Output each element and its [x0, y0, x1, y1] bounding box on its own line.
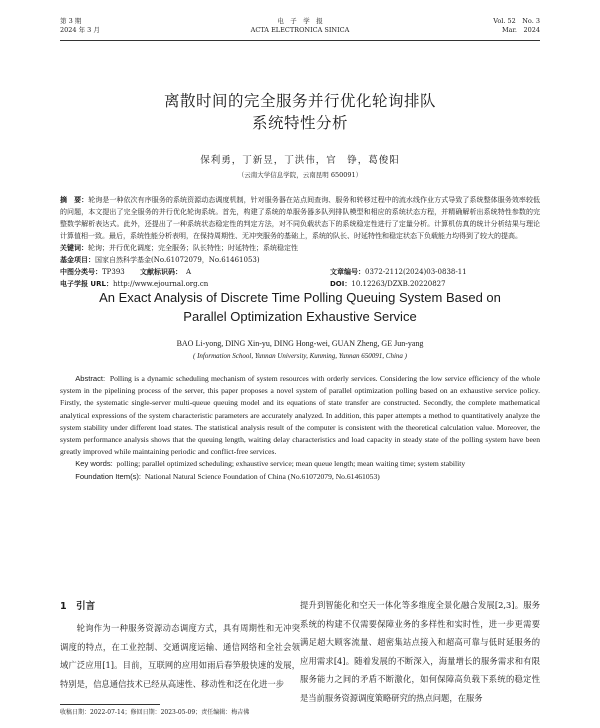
cn-authors: 保利勇，丁新昱，丁洪伟，官 铮，葛俊阳	[200, 155, 400, 166]
cn-url-label: 电子学报 URL：	[60, 280, 113, 288]
cn-keywords-label: 关键词：	[60, 244, 88, 252]
body-left-column: 轮询作为一种服务资源动态调度方式，具有周期性和无冲突调度的特点，在工业控制、交通调度运输、通信网络和全社会领域广泛应用[1]。目前，互联网的应用如雨后春笋般快速的发展，特别是，信息通信技术已经从高速性、移动性和泛在化进一步	[60, 623, 300, 689]
cn-article-no	[330, 266, 467, 278]
en-abstract-label: Abstract:	[75, 374, 106, 383]
en-keywords-label: Key words:	[75, 459, 113, 469]
date-en: Mar. 2024	[501, 26, 540, 34]
cn-abstract	[60, 194, 540, 242]
cn-title-line1: 离散时间的完全服务并行优化轮询排队	[163, 92, 436, 110]
cn-article-no-label: 文章编号：	[330, 268, 365, 276]
footnote-rule	[60, 704, 160, 705]
cn-doccode-label: 文献标识码：	[140, 268, 182, 276]
footnote: 收稿日期：2022-07-14；修回日期：2023-05-09；责任编辑：梅吉佛	[60, 709, 250, 716]
en-keywords-text: polling; parallel optimized scheduling; exhaustive service; mean queue length; mean waiting time; system stability	[116, 459, 466, 469]
en-title-line1: An Exact Analysis of Discrete Time Polling Queuing System Based on	[99, 290, 501, 305]
journal-cn: 电 子 学 报	[277, 17, 323, 25]
cn-title-line2: 系统特性分析	[251, 114, 348, 132]
cn-doi-label: DOI：	[330, 280, 352, 288]
volume: Vol. 52 No. 3	[493, 17, 540, 25]
cn-doi-value: 10.12263/DZXB.20220827	[351, 280, 446, 288]
en-foundation	[60, 471, 540, 483]
date-cn: 2024 年 3 月	[60, 26, 100, 34]
en-abstract-block	[60, 373, 540, 483]
en-abstract-text: Polling is a dynamic scheduling mechanism of system resources with orderly services. Considering the low service efficiency of the whole system in the pipelining process of the server, this paper proposes a novel system of parallel optimization polling based on an exhaustive service policy. Firstly, the systematic single-server multi-queue queuing model and its equations of state transfer are constructed. Secondly, the complete mathematical analytical expressions of the system characteristic parameters are accurately analyzed. In addition, this paper attempts a method to quantitatively analyze the system stability under different load states. The statistical analysis result of the computer is consistent with the theoretical calculation value. Moreover, the system performance analysis shows that the queuing length, waiting delay characteristics and load capacity in steady state of the polling system have been greatly improved while maintaining periodic and conflict-free services.	[60, 374, 540, 457]
en-title	[60, 288, 540, 326]
cn-clc-label: 中图分类号：	[60, 268, 102, 276]
section-heading-introduction: 1 引言	[60, 601, 96, 612]
cn-fund-text: 国家自然科学基金(No.61072079，No.61461053)	[95, 256, 260, 264]
en-foundation-text: National Natural Science Foundation of China (No.61072079, No.61461053)	[144, 471, 380, 481]
issue-cn: 第 3 期	[60, 17, 82, 25]
cn-affiliation: （云南大学信息学院，云南昆明 650091）	[237, 171, 363, 179]
cn-clc-value: TP393	[102, 268, 125, 276]
body-right-column: 提升到智能化和空天一体化等多维度全景化融合发展[2,3]。服务系统的构建不仅需要保障业务的多样性和实时性，进一步更需要满足超大顾客流量、超密集站点接入和超高可靠与低时延服务的应用需求[4]。随着发展的不断深入，海量增长的服务需求和有限服务能力之间的矛盾不断激化，如何保障高负载下系统的稳定性是当前服务资源调度策略研究的热点问题，在服务	[300, 600, 540, 703]
en-keywords	[60, 458, 540, 470]
cn-doccode	[140, 266, 330, 278]
en-authors: BAO Li-yong, DING Xin-yu, DING Hong-wei, GUAN Zheng, GE Jun-yang	[176, 339, 424, 348]
cn-abstract-block	[60, 194, 540, 290]
en-affiliation: ( Information School, Yunnan University, Kunming, Yunnan 650091, China )	[193, 352, 407, 360]
en-abstract	[60, 373, 540, 458]
cn-article-no-value: 0372-2112(2024)03-0838-11	[365, 268, 467, 276]
cn-title	[60, 90, 540, 134]
cn-keywords-text: 轮询；并行优化调度；完全服务；队长特性；时延特性；系统稳定性	[88, 244, 298, 252]
cn-meta-row1	[60, 266, 540, 278]
running-header-left	[60, 17, 100, 35]
cn-abstract-text: 轮询是一种依次有序服务的系统资源动态调度机制，针对服务器在站点间查询、服务和转移过程中的流水线作业方式导致了系统整体服务效率较低的问题，本文提出了完全服务的并行优化轮询系统。首先，构建了系统的单服务器多队列排队模型和相应的系统状态方程，并精确解析出系统特性参数的完整数学解析表达式。此外，还提出了一种系统状态稳定性的判定方法，对不同负载状态下的系统稳定性进行了定量分析。计算机仿真的统计分析结果与理论计算值相一致。最后，系统性能分析表明，在保持周期性、无冲突服务的基础上，系统的队长、时延特性和稳定状态下负载能力均得到了较大的提高。	[60, 196, 541, 240]
cn-doccode-value: A	[186, 268, 192, 276]
cn-fund-label: 基金项目：	[60, 256, 95, 264]
running-header-center	[200, 17, 400, 35]
running-header-right	[493, 17, 540, 35]
cn-abstract-label: 摘 要：	[60, 196, 89, 204]
journal-en: ACTA ELECTRONICA SINICA	[250, 26, 350, 34]
cn-keywords	[60, 242, 540, 254]
cn-fund	[60, 254, 540, 266]
en-foundation-label: Foundation Item(s):	[75, 471, 142, 481]
cn-clc	[60, 266, 140, 278]
en-title-line2: Parallel Optimization Exhaustive Service	[183, 309, 417, 324]
cn-url-value: http://www.ejournal.org.cn	[112, 280, 209, 288]
header-rule	[60, 40, 540, 41]
